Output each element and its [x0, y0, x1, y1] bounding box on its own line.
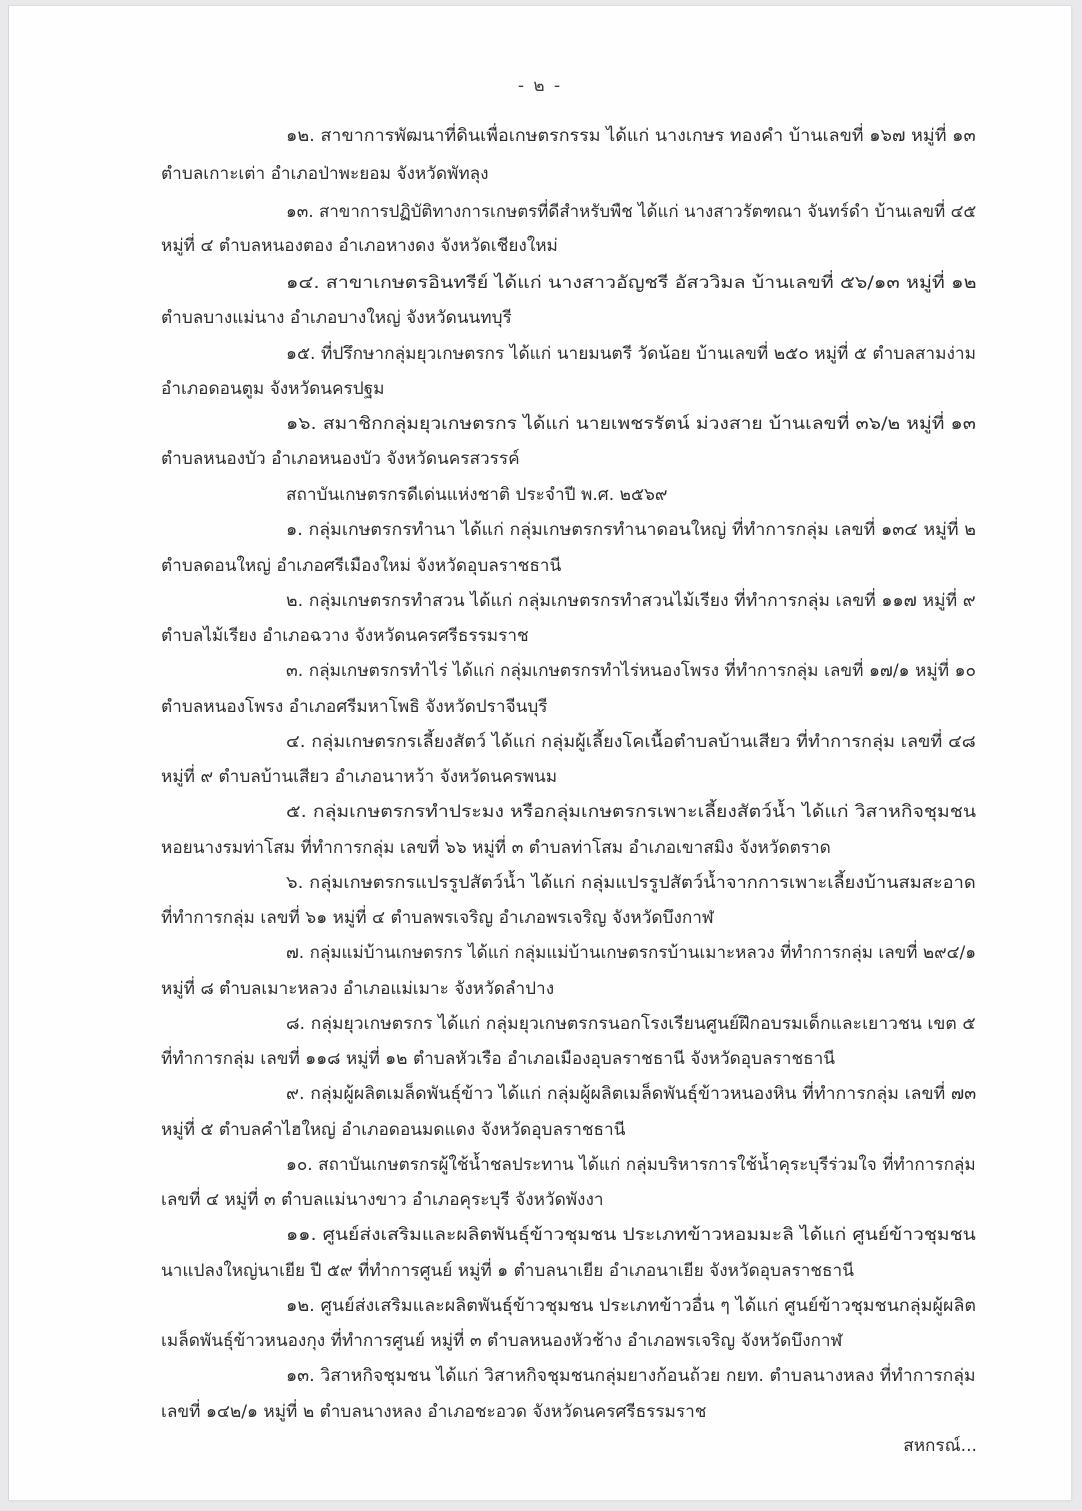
paragraph-continuation-line: ตำบลเกาะเต่า อำเภอป่าพะยอม จังหวัดพัทลุง [161, 164, 489, 184]
section-heading: สถาบันเกษตรกรดีเด่นแห่งชาติ ประจำปี พ.ศ. ๒๕๖๙ [286, 485, 668, 505]
list-item-line: ๑๖. สมาชิกกลุ่มยุวเกษตรกร ได้แก่ นายเพชรรัตน์ ม่วงสาย บ้านเลขที่ ๓๖/๒ หมู่ที่ ๑๓ [286, 414, 976, 434]
paragraph-continuation-line: หมู่ที่ ๔ ตำบลหนองตอง อำเภอหางดง จังหวัดเชียงใหม่ [161, 236, 558, 256]
paragraph-continuation-line: อำเภอดอนตูม จังหวัดนครปฐม [161, 379, 385, 399]
list-item-line: ๑. กลุ่มเกษตรกรทำนา ได้แก่ กลุ่มเกษตรกรทำนาดอนใหญ่ ที่ทำการกลุ่ม เลขที่ ๑๓๔ หมู่ที่ ๒ [286, 520, 976, 540]
page-number: - ๒ - [517, 76, 563, 96]
paragraph-continuation-line: ที่ทำการกลุ่ม เลขที่ ๑๑๘ หมู่ที่ ๑๒ ตำบลหัวเรือ อำเภอเมืองอุบลราชธานี จังหวัดอุบลราชธานี [161, 1049, 836, 1069]
paragraph-continuation-line: เลขที่ ๑๔๒/๑ หมู่ที่ ๒ ตำบลนางหลง อำเภอชะอวด จังหวัดนครศรีธรรมราช [161, 1402, 707, 1422]
paragraph-continuation-line: ตำบลไม้เรียง อำเภอฉวาง จังหวัดนครศรีธรรมราช [161, 626, 529, 646]
paragraph-continuation-line: หมู่ที่ ๘ ตำบลเมาะหลวง อำเภอแม่เมาะ จังหวัดลำปาง [161, 979, 555, 999]
list-item-line: ๑๕. ที่ปรึกษากลุ่มยุวเกษตรกร ได้แก่ นายมนตรี วัดน้อย บ้านเลขที่ ๒๕๐ หมู่ที่ ๕ ตำบลสามง่าม [286, 344, 976, 364]
list-item-line: ๕. กลุ่มเกษตรกรทำประมง หรือกลุ่มเกษตรกรเพาะเลี้ยงสัตว์น้ำ ได้แก่ วิสาหกิจชุมชน [286, 802, 977, 822]
continuation-marker: สหกรณ์... [903, 1436, 977, 1456]
list-item-line: ๘. กลุ่มยุวเกษตรกร ได้แก่ กลุ่มยุวเกษตรกรนอกโรงเรียนศูนย์ฝึกอบรมเด็กและเยาวชน เขต ๕ [286, 1014, 976, 1034]
list-item-line: ๒. กลุ่มเกษตรกรทำสวน ได้แก่ กลุ่มเกษตรกรทำสวนไม้เรียง ที่ทำการกลุ่ม เลขที่ ๑๑๗ หมู่ที่ ๙ [286, 591, 976, 611]
paragraph-continuation-line: เมล็ดพันธุ์ข้าวหนองกุง ที่ทำการศูนย์ หมู่ที่ ๓ ตำบลหนองหัวช้าง อำเภอพรเจริญ จังหวัดบึงกาฬ [161, 1331, 843, 1351]
document-page [8, 5, 1071, 1500]
paragraph-continuation-line: ตำบลหนองโพรง อำเภอศรีมหาโพธิ จังหวัดปราจีนบุรี [161, 697, 548, 717]
paragraph-continuation-line: ตำบลหนองบัว อำเภอหนองบัว จังหวัดนครสวรรค์ [161, 449, 520, 469]
paragraph-continuation-line: ตำบลดอนใหญ่ อำเภอศรีเมืองใหม่ จังหวัดอุบลราชธานี [161, 556, 562, 576]
list-item-line: ๔. กลุ่มเกษตรกรเลี้ยงสัตว์ ได้แก่ กลุ่มผู้เลี้ยงโคเนื้อตำบลบ้านเสียว ที่ทำการกลุ่ม เลขที่ ๔๘ [286, 732, 976, 752]
paragraph-continuation-line: ที่ทำการกลุ่ม เลขที่ ๖๑ หมู่ที่ ๔ ตำบลพรเจริญ อำเภอพรเจริญ จังหวัดบึงกาฬ [161, 908, 714, 928]
list-item-line: ๓. กลุ่มเกษตรกรทำไร่ ได้แก่ กลุ่มเกษตรกรทำไร่หนองโพรง ที่ทำการกลุ่ม เลขที่ ๑๗/๑ หมู่ที่ ๑๐ [286, 661, 977, 681]
list-item-line: ๑๒. สาขาการพัฒนาที่ดินเพื่อเกษตรกรรม ได้แก่ นางเกษร ทองคำ บ้านเลขที่ ๑๖๗ หมู่ที่ ๑๓ [286, 126, 976, 146]
list-item-line: ๑๐. สถาบันเกษตรกรผู้ใช้น้ำชลประทาน ได้แก่ กลุ่มบริหารการใช้น้ำคุระบุรีร่วมใจ ที่ทำการกลุ่ม [286, 1155, 976, 1175]
list-item-line: ๗. กลุ่มแม่บ้านเกษตรกร ได้แก่ กลุ่มแม่บ้านเกษตรกรบ้านเมาะหลวง ที่ทำการกลุ่ม เลขที่ ๒๙๔/๑ [286, 943, 977, 963]
paragraph-continuation-line: หมู่ที่ ๙ ตำบลบ้านเสียว อำเภอนาหว้า จังหวัดนครพนม [161, 767, 558, 787]
paragraph-continuation-line: หมู่ที่ ๕ ตำบลคำไฮใหญ่ อำเภอดอนมดแดง จังหวัดอุบลราชธานี [161, 1120, 626, 1140]
paragraph-continuation-line: ตำบลบางแม่นาง อำเภอบางใหญ่ จังหวัดนนทบุรี [161, 308, 512, 328]
list-item-line: ๑๔. สาขาเกษตรอินทรีย์ ได้แก่ นางสาวอัญชรี อัสววิมล บ้านเลขที่ ๕๖/๑๓ หมู่ที่ ๑๒ [286, 273, 977, 293]
paragraph-continuation-line: เลขที่ ๔ หมู่ที่ ๓ ตำบลแม่นางขาว อำเภอคุระบุรี จังหวัดพังงา [161, 1190, 604, 1210]
paragraph-continuation-line: หอยนางรมท่าโสม ที่ทำการกลุ่ม เลขที่ ๖๖ หมู่ที่ ๓ ตำบลท่าโสม อำเภอเขาสมิง จังหวัดตราด [161, 838, 831, 858]
list-item-line: ๑๑. ศูนย์ส่งเสริมและผลิตพันธุ์ข้าวชุมชน ประเภทข้าวหอมมะลิ ได้แก่ ศูนย์ข้าวชุมชน [286, 1225, 976, 1245]
list-item-line: ๑๓. วิสาหกิจชุมชน ได้แก่ วิสาหกิจชุมชนกลุ่มยางก้อนถ้วย กยท. ตำบลนางหลง ที่ทำการกลุ่ม [286, 1366, 976, 1386]
list-item-line: ๑๓. สาขาการปฏิบัติทางการเกษตรที่ดีสำหรับพืช ได้แก่ นางสาวรัตฑณา จันทร์ดำ บ้านเลขที่ ๔๕ [286, 202, 977, 222]
paragraph-continuation-line: นาแปลงใหญ่นาเยีย ปี ๕๙ ที่ทำการศูนย์ หมู่ที่ ๑ ตำบลนาเยีย อำเภอนาเยีย จังหวัดอุบลราชธานี [161, 1261, 854, 1281]
list-item-line: ๖. กลุ่มเกษตรกรแปรรูปสัตว์น้ำ ได้แก่ กลุ่มแปรรูปสัตว์น้ำจากการเพาะเลี้ยงบ้านสมสะอาด [286, 873, 976, 893]
list-item-line: ๙. กลุ่มผู้ผลิตเมล็ดพันธุ์ข้าว ได้แก่ กลุ่มผู้ผลิตเมล็ดพันธุ์ข้าวหนองหิน ที่ทำการกลุ่ม เลขที่ ๗๓ [286, 1084, 977, 1104]
list-item-line: ๑๒. ศูนย์ส่งเสริมและผลิตพันธุ์ข้าวชุมชน ประเภทข้าวอื่น ๆ ได้แก่ ศูนย์ข้าวชุมชนกลุ่มผู้ผลิต [286, 1296, 977, 1316]
